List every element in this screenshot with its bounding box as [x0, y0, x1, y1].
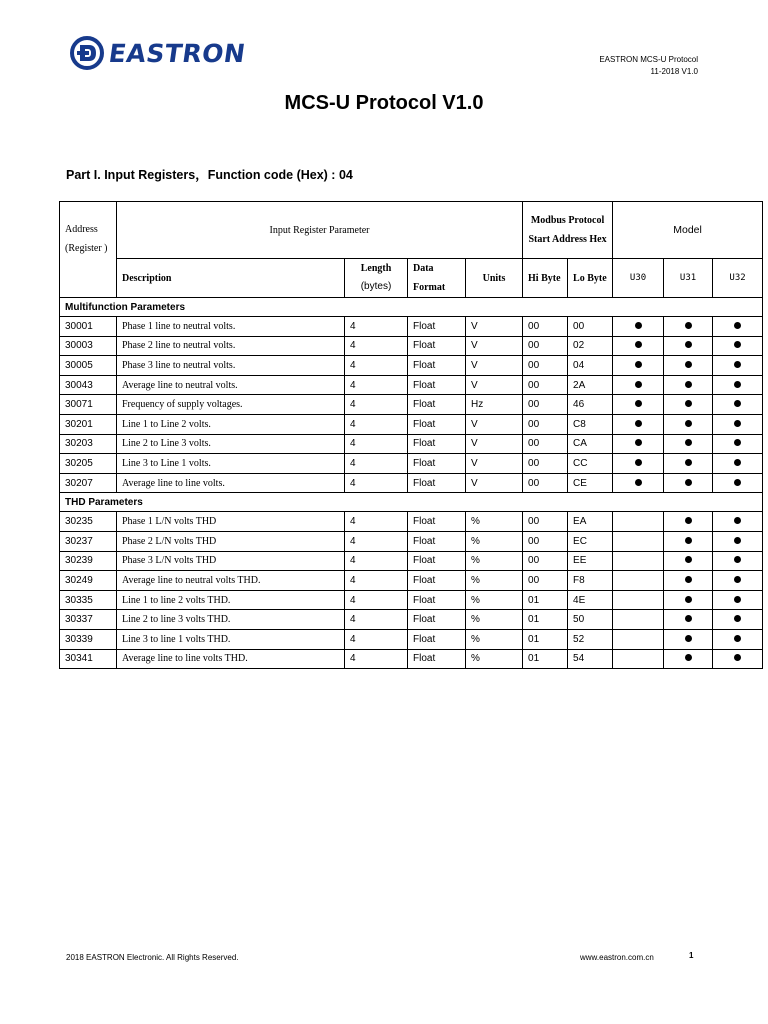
register-format: Float — [408, 571, 466, 591]
model-u30-support — [613, 356, 664, 376]
register-description: Line 2 to line 3 volts THD. — [117, 610, 345, 630]
model-u30-support — [613, 571, 664, 591]
col-address-header: Address (Register ) — [60, 202, 117, 298]
model-u32-support — [713, 473, 763, 493]
col-units-header: Units — [466, 259, 523, 298]
supported-dot-icon — [685, 615, 692, 622]
model-u31-support — [664, 649, 713, 669]
register-hi-byte: 00 — [523, 531, 568, 551]
table-row — [60, 649, 763, 669]
model-u31-support — [664, 454, 713, 474]
register-hi-byte: 00 — [523, 356, 568, 376]
col-model-u30: U30 — [613, 259, 664, 298]
register-length: 4 — [345, 531, 408, 551]
supported-dot-icon — [635, 479, 642, 486]
register-units: % — [466, 649, 523, 669]
model-u32-support — [713, 395, 763, 415]
model-u30-support — [613, 434, 664, 454]
register-lo-byte: 54 — [568, 649, 613, 669]
register-length: 4 — [345, 414, 408, 434]
supported-dot-icon — [685, 400, 692, 407]
register-address: 30335 — [60, 590, 117, 610]
table-row — [60, 434, 763, 454]
register-length: 4 — [345, 454, 408, 474]
register-hi-byte: 00 — [523, 571, 568, 591]
table-row — [60, 395, 763, 415]
supported-dot-icon — [685, 479, 692, 486]
model-u32-support — [713, 375, 763, 395]
model-u30-support — [613, 317, 664, 337]
section-title: Multifunction Parameters — [60, 298, 763, 317]
supported-dot-icon — [734, 635, 741, 642]
supported-dot-icon — [635, 459, 642, 466]
register-lo-byte: EE — [568, 551, 613, 571]
col-data-format-header: Data Format — [408, 259, 466, 298]
register-address: 30235 — [60, 512, 117, 532]
col-param-header: Input Register Parameter — [117, 202, 523, 259]
supported-dot-icon — [685, 381, 692, 388]
register-units: V — [466, 473, 523, 493]
model-u32-support — [713, 512, 763, 532]
supported-dot-icon — [685, 635, 692, 642]
model-u31-support — [664, 590, 713, 610]
register-description: Line 3 to line 1 volts THD. — [117, 629, 345, 649]
col-hi-byte-header: Hi Byte — [523, 259, 568, 298]
register-lo-byte: 00 — [568, 317, 613, 337]
supported-dot-icon — [734, 654, 741, 661]
table-row — [60, 454, 763, 474]
register-format: Float — [408, 434, 466, 454]
register-format: Float — [408, 512, 466, 532]
register-description: Phase 1 L/N volts THD — [117, 512, 345, 532]
supported-dot-icon — [734, 341, 741, 348]
table-row — [60, 473, 763, 493]
register-units: V — [466, 336, 523, 356]
company-logo — [70, 36, 248, 70]
supported-dot-icon — [635, 361, 642, 368]
supported-dot-icon — [685, 361, 692, 368]
register-address: 30239 — [60, 551, 117, 571]
register-length: 4 — [345, 649, 408, 669]
register-lo-byte: 46 — [568, 395, 613, 415]
supported-dot-icon — [734, 596, 741, 603]
supported-dot-icon — [685, 556, 692, 563]
model-u30-support — [613, 414, 664, 434]
register-hi-byte: 00 — [523, 473, 568, 493]
footer-copyright: 2018 EASTRON Electronic. All Rights Reserved. — [66, 953, 239, 962]
register-units: % — [466, 629, 523, 649]
model-u32-support — [713, 571, 763, 591]
table-row — [60, 375, 763, 395]
register-units: Hz — [466, 395, 523, 415]
table-row — [60, 317, 763, 337]
register-format: Float — [408, 317, 466, 337]
register-format: Float — [408, 356, 466, 376]
supported-dot-icon — [635, 341, 642, 348]
supported-dot-icon — [734, 459, 741, 466]
supported-dot-icon — [734, 439, 741, 446]
supported-dot-icon — [734, 576, 741, 583]
register-length: 4 — [345, 551, 408, 571]
model-u32-support — [713, 356, 763, 376]
register-format: Float — [408, 375, 466, 395]
register-description: Average line to line volts THD. — [117, 649, 345, 669]
register-description: Phase 3 line to neutral volts. — [117, 356, 345, 376]
supported-dot-icon — [685, 596, 692, 603]
register-format: Float — [408, 414, 466, 434]
model-u32-support — [713, 551, 763, 571]
model-u30-support — [613, 512, 664, 532]
section-title: THD Parameters — [60, 493, 763, 512]
register-units: % — [466, 512, 523, 532]
register-hi-byte: 00 — [523, 434, 568, 454]
model-u31-support — [664, 473, 713, 493]
register-address: 30005 — [60, 356, 117, 376]
register-description: Phase 1 line to neutral volts. — [117, 317, 345, 337]
register-format: Float — [408, 590, 466, 610]
supported-dot-icon — [685, 439, 692, 446]
model-u31-support — [664, 375, 713, 395]
register-address: 30341 — [60, 649, 117, 669]
register-hi-byte: 00 — [523, 414, 568, 434]
col-length-unit: (bytes) — [360, 281, 392, 292]
supported-dot-icon — [734, 361, 741, 368]
register-address: 30249 — [60, 571, 117, 591]
model-u30-support — [613, 610, 664, 630]
register-hi-byte: 01 — [523, 649, 568, 669]
register-format: Float — [408, 395, 466, 415]
register-length: 4 — [345, 571, 408, 591]
part-heading: Part I. Input Registers，Function code (Hex) : 04 — [66, 168, 353, 182]
register-units: % — [466, 590, 523, 610]
supported-dot-icon — [734, 381, 741, 388]
col-model-header: Model — [613, 202, 763, 259]
model-u32-support — [713, 317, 763, 337]
register-lo-byte: 04 — [568, 356, 613, 376]
model-u32-support — [713, 454, 763, 474]
supported-dot-icon — [734, 537, 741, 544]
col-lo-byte-header: Lo Byte — [568, 259, 613, 298]
register-format: Float — [408, 454, 466, 474]
supported-dot-icon — [635, 420, 642, 427]
col-model-u32: U32 — [713, 259, 763, 298]
col-modbus-header: Modbus Protocol Start Address Hex — [523, 202, 613, 259]
register-lo-byte: F8 — [568, 571, 613, 591]
register-hi-byte: 01 — [523, 629, 568, 649]
register-length: 4 — [345, 434, 408, 454]
register-format: Float — [408, 336, 466, 356]
register-lo-byte: EA — [568, 512, 613, 532]
table-row — [60, 610, 763, 630]
table-row — [60, 531, 763, 551]
register-lo-byte: 52 — [568, 629, 613, 649]
model-u30-support — [613, 649, 664, 669]
supported-dot-icon — [685, 322, 692, 329]
register-address: 30339 — [60, 629, 117, 649]
register-description: Line 3 to Line 1 volts. — [117, 454, 345, 474]
register-description: Average line to line volts. — [117, 473, 345, 493]
model-u32-support — [713, 434, 763, 454]
register-units: V — [466, 414, 523, 434]
supported-dot-icon — [734, 615, 741, 622]
register-format: Float — [408, 473, 466, 493]
page-title: MCS-U Protocol V1.0 — [284, 92, 484, 114]
supported-dot-icon — [734, 479, 741, 486]
model-u30-support — [613, 590, 664, 610]
header-row-2 — [60, 259, 763, 298]
register-address: 30003 — [60, 336, 117, 356]
document-header-info — [599, 54, 698, 78]
brand-name: EASTRON — [106, 38, 248, 68]
register-address: 30205 — [60, 454, 117, 474]
model-u31-support — [664, 317, 713, 337]
table-row — [60, 571, 763, 591]
col-length-header — [345, 259, 408, 298]
register-hi-byte: 00 — [523, 512, 568, 532]
register-description: Line 1 to line 2 volts THD. — [117, 590, 345, 610]
model-u32-support — [713, 531, 763, 551]
model-u31-support — [664, 551, 713, 571]
register-units: % — [466, 551, 523, 571]
col-description-header: Description — [117, 259, 345, 298]
section-header-row — [60, 493, 763, 512]
register-description: Line 1 to Line 2 volts. — [117, 414, 345, 434]
supported-dot-icon — [734, 322, 741, 329]
model-u30-support — [613, 375, 664, 395]
model-u31-support — [664, 610, 713, 630]
supported-dot-icon — [685, 576, 692, 583]
register-units: V — [466, 434, 523, 454]
model-u31-support — [664, 356, 713, 376]
register-length: 4 — [345, 317, 408, 337]
supported-dot-icon — [685, 537, 692, 544]
register-length: 4 — [345, 375, 408, 395]
model-u32-support — [713, 610, 763, 630]
supported-dot-icon — [734, 556, 741, 563]
register-description: Phase 2 L/N volts THD — [117, 531, 345, 551]
supported-dot-icon — [734, 420, 741, 427]
supported-dot-icon — [635, 400, 642, 407]
register-units: V — [466, 356, 523, 376]
register-units: V — [466, 454, 523, 474]
table-row — [60, 629, 763, 649]
model-u31-support — [664, 571, 713, 591]
register-lo-byte: CC — [568, 454, 613, 474]
register-units: % — [466, 610, 523, 630]
table-row — [60, 414, 763, 434]
register-description: Phase 2 line to neutral volts. — [117, 336, 345, 356]
model-u30-support — [613, 395, 664, 415]
register-hi-byte: 00 — [523, 336, 568, 356]
model-u32-support — [713, 649, 763, 669]
register-address: 30201 — [60, 414, 117, 434]
register-units: % — [466, 531, 523, 551]
register-length: 4 — [345, 473, 408, 493]
register-description: Average line to neutral volts THD. — [117, 571, 345, 591]
doc-name: EASTRON MCS-U Protocol — [599, 55, 698, 64]
page-number: 1 — [689, 951, 694, 960]
register-lo-byte: C8 — [568, 414, 613, 434]
register-hi-byte: 00 — [523, 317, 568, 337]
register-lo-byte: EC — [568, 531, 613, 551]
register-lo-byte: 50 — [568, 610, 613, 630]
register-description: Average line to neutral volts. — [117, 375, 345, 395]
register-address: 30071 — [60, 395, 117, 415]
supported-dot-icon — [685, 459, 692, 466]
register-length: 4 — [345, 336, 408, 356]
supported-dot-icon — [734, 400, 741, 407]
supported-dot-icon — [685, 517, 692, 524]
supported-dot-icon — [635, 381, 642, 388]
footer-website: www.eastron.com.cn — [580, 953, 654, 962]
model-u31-support — [664, 395, 713, 415]
register-description: Phase 3 L/N volts THD — [117, 551, 345, 571]
model-u32-support — [713, 590, 763, 610]
eastron-logo-icon — [70, 36, 104, 70]
register-address: 30043 — [60, 375, 117, 395]
register-hi-byte: 00 — [523, 454, 568, 474]
model-u32-support — [713, 629, 763, 649]
register-format: Float — [408, 649, 466, 669]
model-u30-support — [613, 473, 664, 493]
register-format: Float — [408, 531, 466, 551]
register-address: 30237 — [60, 531, 117, 551]
register-hi-byte: 01 — [523, 590, 568, 610]
register-hi-byte: 01 — [523, 610, 568, 630]
model-u31-support — [664, 629, 713, 649]
supported-dot-icon — [734, 517, 741, 524]
register-units: % — [466, 571, 523, 591]
register-length: 4 — [345, 590, 408, 610]
model-u30-support — [613, 336, 664, 356]
model-u31-support — [664, 512, 713, 532]
model-u31-support — [664, 434, 713, 454]
supported-dot-icon — [685, 341, 692, 348]
table-row — [60, 336, 763, 356]
supported-dot-icon — [635, 439, 642, 446]
model-u31-support — [664, 336, 713, 356]
register-hi-byte: 00 — [523, 395, 568, 415]
register-length: 4 — [345, 610, 408, 630]
model-u32-support — [713, 414, 763, 434]
register-format: Float — [408, 551, 466, 571]
model-u31-support — [664, 414, 713, 434]
register-format: Float — [408, 610, 466, 630]
col-length-label: Length — [360, 263, 392, 274]
model-u30-support — [613, 629, 664, 649]
doc-version: 11-2018 V1.0 — [650, 67, 698, 76]
register-description: Frequency of supply voltages. — [117, 395, 345, 415]
table-row — [60, 551, 763, 571]
input-register-table — [59, 201, 763, 669]
register-hi-byte: 00 — [523, 551, 568, 571]
register-length: 4 — [345, 512, 408, 532]
model-u30-support — [613, 531, 664, 551]
register-units: V — [466, 317, 523, 337]
register-format: Float — [408, 629, 466, 649]
register-length: 4 — [345, 395, 408, 415]
register-length: 4 — [345, 356, 408, 376]
col-model-u31: U31 — [664, 259, 713, 298]
header-row-1 — [60, 202, 763, 259]
register-address: 30001 — [60, 317, 117, 337]
section-header-row — [60, 298, 763, 317]
register-lo-byte: CE — [568, 473, 613, 493]
register-lo-byte: 02 — [568, 336, 613, 356]
register-address: 30203 — [60, 434, 117, 454]
table-row — [60, 356, 763, 376]
supported-dot-icon — [685, 654, 692, 661]
model-u32-support — [713, 336, 763, 356]
register-units: V — [466, 375, 523, 395]
register-lo-byte: 4E — [568, 590, 613, 610]
register-hi-byte: 00 — [523, 375, 568, 395]
register-address: 30337 — [60, 610, 117, 630]
table-row — [60, 590, 763, 610]
register-lo-byte: CA — [568, 434, 613, 454]
model-u31-support — [664, 531, 713, 551]
table-row — [60, 512, 763, 532]
register-description: Line 2 to Line 3 volts. — [117, 434, 345, 454]
supported-dot-icon — [685, 420, 692, 427]
register-length: 4 — [345, 629, 408, 649]
register-address: 30207 — [60, 473, 117, 493]
supported-dot-icon — [635, 322, 642, 329]
model-u30-support — [613, 454, 664, 474]
register-lo-byte: 2A — [568, 375, 613, 395]
model-u30-support — [613, 551, 664, 571]
